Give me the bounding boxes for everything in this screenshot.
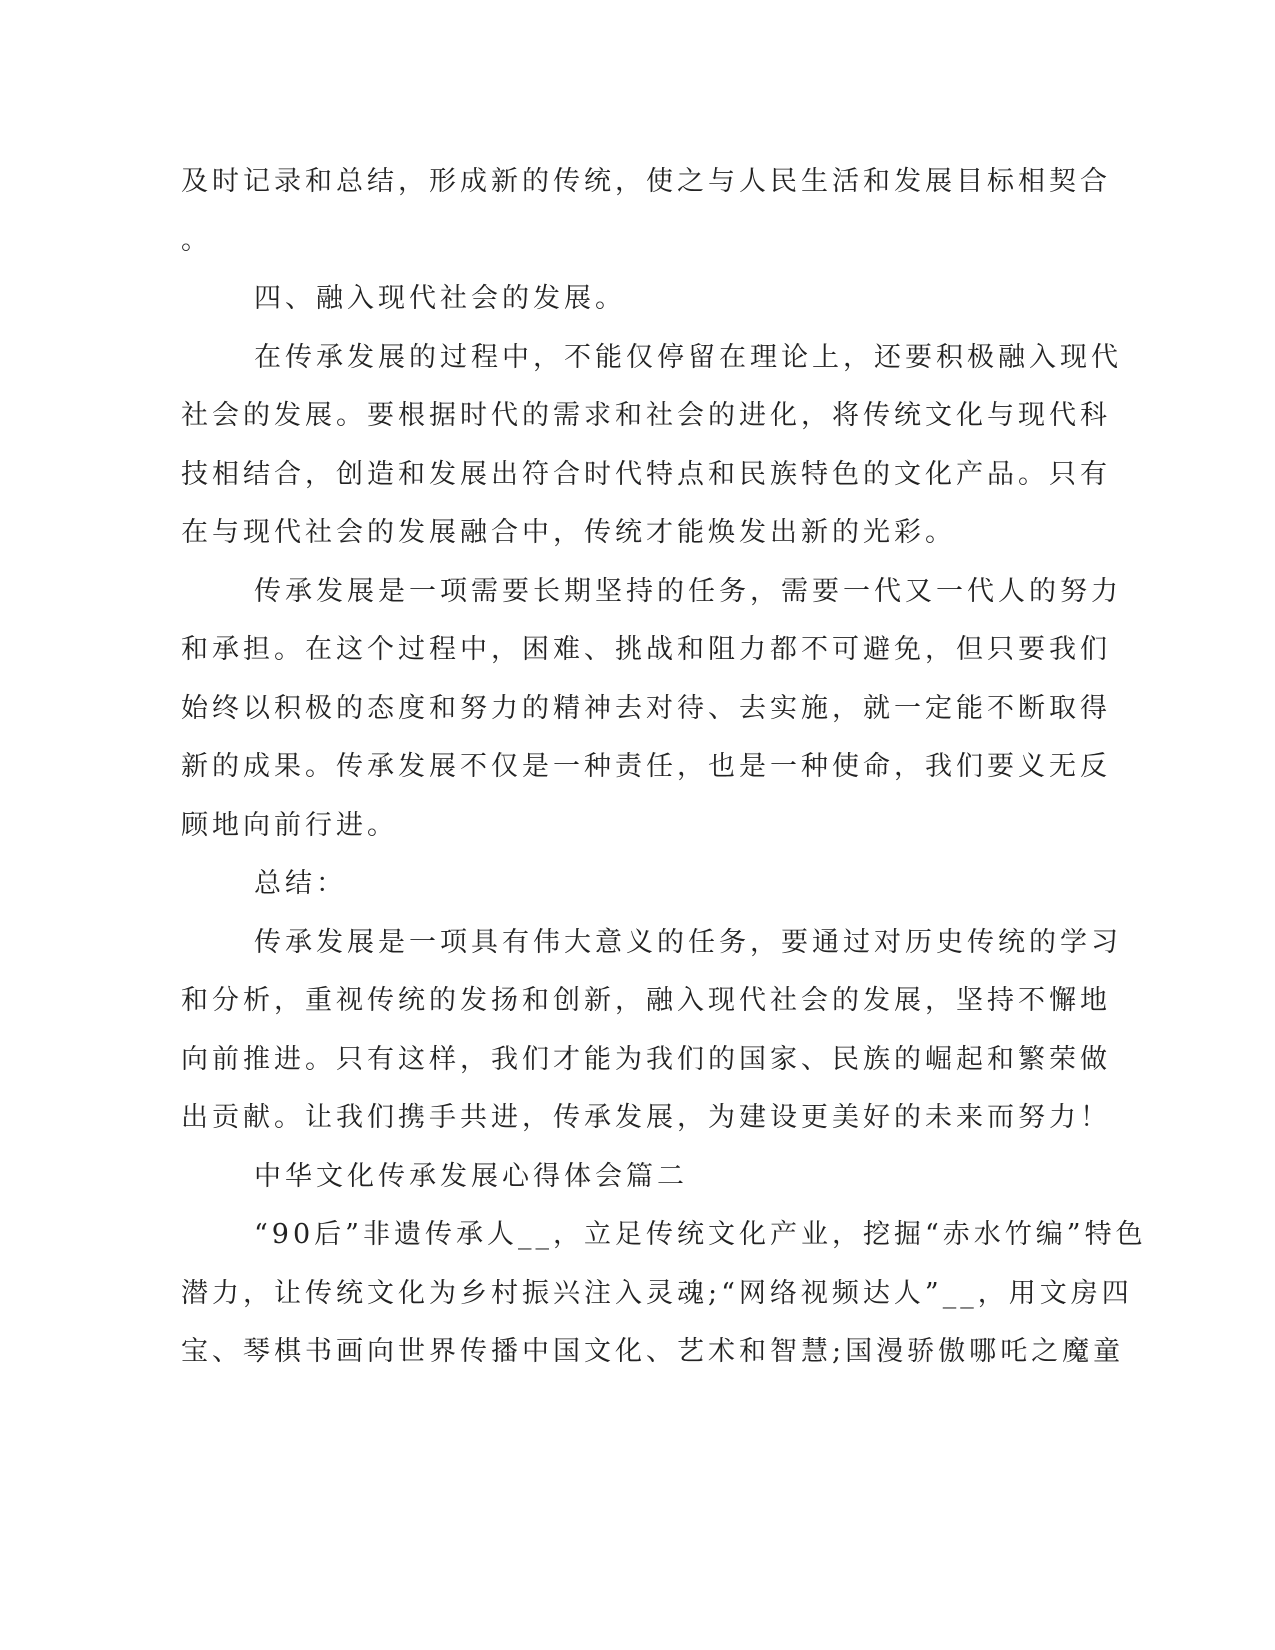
text-line: 传承发展是一项具有伟大意义的任务，要通过对历史传统的学习 <box>254 927 1122 958</box>
text-line: 社会的发展。要根据时代的需求和社会的进化，将传统文化与现代科 <box>181 400 1111 431</box>
text-line: 向前推进。只有这样，我们才能为我们的国家、民族的崛起和繁荣做 <box>181 1044 1111 1075</box>
text-line: 宝、琴棋书画向世界传播中国文化、艺术和智慧;国漫骄傲哪吒之魔童 <box>181 1336 1125 1367</box>
text-line: 新的成果。传承发展不仅是一种责任，也是一种使命，我们要义无反 <box>181 751 1111 782</box>
text-line: 。 <box>181 225 212 256</box>
summary-heading: 总结： <box>254 868 347 899</box>
text-line: “90后”非遗传承人__，立足传统文化产业，挖掘“赤水竹编”特色 <box>254 1219 1147 1250</box>
text-line: 传承发展是一项需要长期坚持的任务，需要一代又一代人的努力 <box>254 576 1122 607</box>
text-line: 顾地向前行进。 <box>181 810 398 841</box>
text-line: 始终以积极的态度和努力的精神去对待、去实施，就一定能不断取得 <box>181 693 1111 724</box>
text-line: 技相结合，创造和发展出符合时代特点和民族特色的文化产品。只有 <box>181 459 1111 490</box>
text-line: 潜力，让传统文化为乡村振兴注入灵魂;“网络视频达人”__，用文房四 <box>181 1278 1133 1309</box>
text-line: 出贡献。让我们携手共进，传承发展，为建设更美好的未来而努力！ <box>181 1102 1111 1133</box>
text-line: 和承担。在这个过程中，困难、挑战和阻力都不可避免，但只要我们 <box>181 634 1111 665</box>
text-line: 在与现代社会的发展融合中，传统才能焕发出新的光彩。 <box>181 517 956 548</box>
text-line: 及时记录和总结，形成新的传统，使之与人民生活和发展目标相契合 <box>181 166 1111 197</box>
section-heading: 四、融入现代社会的发展。 <box>254 283 626 314</box>
text-line: 和分析，重视传统的发扬和创新，融入现代社会的发展，坚持不懈地 <box>181 985 1111 1016</box>
article-title: 中华文化传承发展心得体会篇二 <box>254 1161 688 1192</box>
text-line: 在传承发展的过程中，不能仅停留在理论上，还要积极融入现代 <box>254 342 1122 373</box>
